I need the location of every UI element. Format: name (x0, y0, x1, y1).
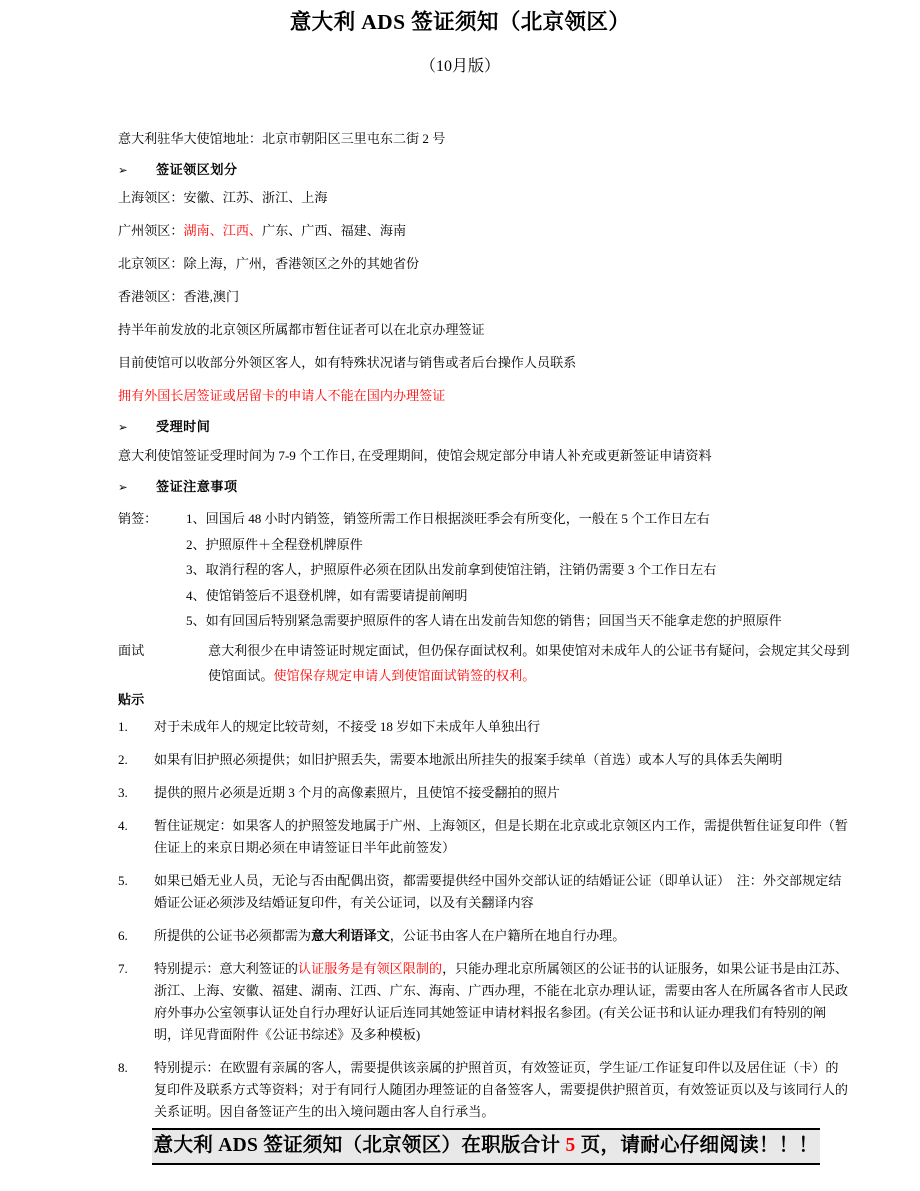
list-item-part: ，只能办理北京所属领区的公证书的认证服务，如果公证书是由江苏、浙江、上海、安徽、福建、湖南、江西、广东、海南、广西办理，不能在北京办理认证，需要由客人在所属各省市人民政府外事办公室领事认证处自行办理好认证后连同其她签证申请材料报名参团。(有关公证书和认证办理我们有特别的阐明，详见背面附件《公证书综述》及多种模板) (154, 960, 848, 1042)
section-heading-processing-time (118, 420, 850, 434)
cancel-visa-item: 2、护照原件＋全程登机牌原件 (186, 536, 363, 552)
embassy-address: 意大利驻华大使馆地址：北京市朝阳区三里屯东二街 2 号 (118, 130, 446, 146)
footer-notice-box (152, 1128, 820, 1165)
list-item-text (154, 815, 850, 859)
interview-line-2 (186, 663, 850, 689)
list-item-text (154, 958, 850, 1046)
list-item-part: 如果已婚无业人员，无论与否由配偶出资，都需要提供经中国外交部认证的结婚证公证（即单认证） 注：外交部规定结婚证公证必须涉及结婚证复印件，有关公证词，以及有关翻译内容 (154, 872, 842, 910)
page-title: 意大利 ADS 签证须知（北京领区） (289, 10, 631, 34)
list-item (118, 716, 850, 738)
list-item-text (154, 1057, 850, 1123)
district-line-guangzhou (118, 222, 850, 241)
arrow-bullet-icon: ➢ (118, 420, 128, 435)
page-subtitle: （10月版） (419, 57, 500, 75)
section-heading-label: 签证领区划分 (156, 161, 238, 177)
cancel-visa-items (186, 506, 850, 634)
cancel-visa-item: 3、取消行程的客人，护照原件必须在团队出发前拿到使馆注销，注销仍需要 3 个工作日左右 (186, 562, 717, 578)
district-text: 香港领区：香港,澳门 (118, 289, 240, 305)
list-item-part-highlight: 认证服务是有领区限制的 (298, 960, 443, 976)
list-item-text (154, 782, 850, 804)
section-heading-tips: 贴示 (118, 691, 145, 707)
list-item (118, 1057, 850, 1123)
cancel-visa-label: 销签： (118, 511, 158, 527)
list-item-part-bold: 意大利语译文 (311, 927, 390, 943)
tips-list (118, 716, 850, 1123)
cancel-visa-block (118, 506, 850, 634)
list-item-number: 6. (118, 927, 128, 943)
district-note-other-districts (118, 354, 850, 373)
list-item-part: 暂住证规定：如果客人的护照签发地属于广州、上海领区，但是长期在北京或北京领区内工作，需提供暂住证复印件（暂住证上的来京日期必须在申请签证日半年此前签发） (154, 818, 848, 855)
list-item-text (154, 716, 850, 738)
interview-line-2-highlight: 使馆保存规定申请人到使馆面试销签的权利。 (273, 668, 536, 684)
list-item (118, 958, 850, 1046)
list-item-part: 对于未成年人的规定比较苛刻，不接受 18 岁如下未成年人单独出行 (154, 719, 541, 735)
list-item-number: 4. (118, 818, 128, 833)
list-item-text (154, 870, 850, 914)
list-item-part: 如果有旧护照必须提供；如旧护照丢失，需要本地派出所挂失的报案手续单（首选）或本人写的具体丢失阐明 (154, 752, 783, 768)
list-item (118, 749, 850, 771)
list-item-part: ，公证书由客人在户籍所在地自行办理。 (389, 927, 626, 943)
section-heading-visa-notes (118, 480, 850, 494)
list-item (118, 782, 850, 804)
cancel-visa-item: 5、如有回国后特别紧急需要护照原件的客人请在出发前告知您的销售；回国当天不能拿走您的护照原件 (186, 613, 782, 629)
cancel-visa-item: 4、使馆销签后不退登机牌，如有需要请提前阐明 (186, 587, 468, 603)
district-text: 持半年前发放的北京领区所属都市暂住证者可以在北京办理签证 (118, 322, 485, 338)
interview-line-2-prefix: 使馆面试。 (208, 668, 274, 684)
list-item-text (154, 749, 850, 771)
list-item-part: 提供的照片必须是近期 3 个月的高像素照片，且使馆不接受翻拍的照片 (154, 785, 560, 801)
district-note-residence-permit (118, 321, 850, 340)
list-item-number: 2. (118, 752, 128, 768)
district-text: 目前使馆可以收部分外领区客人，如有特殊状况诸与销售或者后台操作人员联系 (118, 355, 577, 371)
interview-text (186, 638, 850, 689)
interview-label: 面试 (118, 642, 145, 658)
list-item (118, 815, 850, 859)
section-heading-label: 签证注意事项 (156, 478, 238, 494)
arrow-bullet-icon: ➢ (118, 162, 128, 177)
footer-suffix: 页，请耐心仔细阅读！！！ (575, 1135, 819, 1156)
list-item-number: 5. (118, 872, 128, 888)
district-text-highlight: 湖南、江西、 (183, 223, 263, 239)
list-item-number: 7. (118, 960, 128, 976)
district-line-beijing (118, 255, 850, 274)
list-item (118, 870, 850, 914)
list-item-number: 1. (118, 719, 128, 735)
arrow-bullet-icon: ➢ (118, 479, 128, 494)
footer-prefix: 意大利 ADS 签证须知（北京领区）在职版合计 (153, 1135, 566, 1156)
interview-line-1: 意大利很少在申请签证时规定面试，但仍保存面试权利。如果使馆对未成年人的公证书有疑问，会规定其父母到 (208, 642, 850, 658)
footer-page-count: 5 (565, 1135, 576, 1156)
district-text: 上海领区：安徽、江苏、浙江、上海 (118, 190, 328, 206)
section-heading-label: 受理时间 (156, 419, 211, 435)
district-red-warning: 拥有外国长居签证或居留卡的申请人不能在国内办理签证 (118, 388, 446, 404)
district-text: 北京领区：除上海，广州，香港领区之外的其她省份 (118, 256, 420, 272)
section-heading-consular-districts (118, 163, 850, 177)
list-item (118, 925, 850, 947)
district-text: 广州领区： (118, 223, 184, 239)
district-text-tail: 广东、广西、福建、海南 (262, 223, 407, 239)
district-line-hongkong (118, 288, 850, 307)
list-item-part: 特别提示：意大利签证的 (154, 960, 299, 976)
document-body (118, 77, 850, 1123)
list-item-part: 特别提示：在欧盟有亲属的客人，需要提供该亲属的护照首页，有效签证页，学生证/工作证复印件以及居住证（卡）的复印件及联系方式等资料；对于有同行人随团办理签证的自备签客人，需要提供护照首页，有效签证页以及与该同行人的关系证明。因自备签证产生的出入境问题由客人自行承当。 (154, 1059, 848, 1119)
list-item-part: 所提供的公证书必须都需为 (154, 927, 312, 943)
cancel-visa-item: 1、回国后 48 小时内销签，销签所需工作日根据淡旺季会有所变化，一般在 5 个工作日左右 (186, 511, 710, 527)
district-line-shanghai (118, 189, 850, 208)
processing-time-text: 意大利使馆签证受理时间为 7-9 个工作日, 在受理期间，使馆会规定部分申请人补充或更新签证申请资料 (118, 447, 712, 463)
list-item-text (154, 925, 850, 947)
interview-block (118, 638, 850, 689)
list-item-number: 8. (118, 1059, 128, 1075)
list-item-number: 3. (118, 785, 128, 801)
